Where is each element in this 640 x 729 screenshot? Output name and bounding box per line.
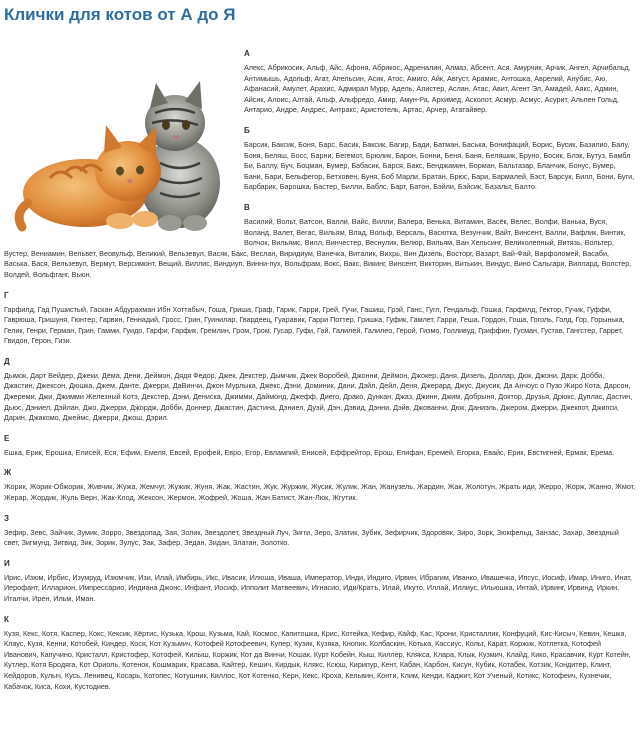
section-letter: Е	[4, 433, 10, 443]
section-g	[4, 291, 636, 347]
section-names: Ешка, Ерик, Ерошка, Елисей, Еся, Ефим, Емеля, Евсей, Ерофей, Евро, Егор, Евлампий, Енисей, Еффрейтор, Ерош, Епифан, Еремей, Егорка, Евайс, Ерик, Евстигней, Ермак, Ерема.	[4, 447, 615, 457]
section-i	[4, 559, 636, 605]
section-names: Гарфилд, Гад Пушистый, Гаскан Абдурахман Ибн Хоттабыч, Гоша, Гриша, Граф, Гарик, Гарри, Грей, Гучи, Гашиш, Грэй, Ганс, Гугл, Гендальф, Гошка, Гарфилд, Гектор, Гучик, Гуффи, Гаврюша, Гришуня, Гюнтер, Гарвин, Геннадий, Гросс, Грин, Гуинилар, Гвардеец, Гуаравик, Гарри Поттер, Гришка, Гуфик, Гамлет, Гарри, Геша, Гордон, Гоша, Гоголь, Голд, Гор, Горынька, Гелик, Генри, Герман, Грин, Гамми, Гуидо, Гарфи, Гарфик, Гремлин, Гром, Гром, Гусар, Гуфи, Гай, Галилей, Галилео, Герой, Гизмо, Голливуд, Гриффин, Гусман, Густав, Гангстер, Гаррет, Гвидон, Герон, Гизи.	[4, 304, 625, 346]
section-z	[4, 514, 636, 549]
section-letter: А	[244, 49, 250, 58]
section-letter: И	[4, 558, 10, 568]
section-k	[4, 615, 636, 693]
section-letter: Д	[4, 356, 10, 366]
section-names: Кузя, Кекс, Котя, Каспер, Кокс, Кексик, Кёртис, Кузька, Крош, Кузьма, Кай, Космос, Капитошка, Крис, Котейка, Кефир, Кайф, Кас, Крони, Кристаллик, Конфуций, Кис-Кисыч, Кевин, Кешка, Клаус, Кузя, Кенни, Котобей, Киндер, Кося, Кот Кузьмич, Котофей Котофеевич, Купер, Кузик, Кузяка, Кнопик, Колбаскин, Котька, Кассиус, Кольт, Карат, Коржик, Котлетка, Котофей Иванович, Капучино, Кристалл, Кристофер, Котофей, Килыш, Коржик, Кот да Винчи, Кошак, Курт Кобейн, Кыш, Киллер, Клякса, Клара, Клык, Кузмич, Клайд, Кико, Красавчик, Курт Котейн, Кутлер, Котя Бродяга, Кот Ориоль, Котенок, Кошмарик, Красава, Кайтер, Кешич, Кирдык, Клякс, Ксюш, Кирипур, Кент, Кабан, Карбон, Кисун, Кубик, Котабек, Котзик, Кондитер, Клинт, Кейдоров, Кулыч, Кусь, Ленивец, Косарь, Котопес, Котушник, Киллос, Кот Котенко, Керн, Кекс, Кроха, Кельвин, Конти, Клим, Кенди, Каджит, Кот Ученый, Котикс, Котофеич, Кузнечик, Кабачок, Киса, Кохи, Кустодиев.	[4, 628, 631, 691]
section-names: Дымок, Дарт Вейдер, Джеки, Дёма, Дени, Деймон, Дядя Федор, Джек, Декстер, Дымчик, Джек Воробей, Джонни, Деймон, Джокер, Даня, Дизель, Доллар, Дюк, Джони, Дарк, Добби, Джастин, Джексон, Дюшка, Джем, Данте, Джерри, ДаВинчи, Джон Мурлыка, Джекс, Дэни, Доминик, Дани, Дэйл, Дейл, Деня, Джерард, Джус, Джусик, Да Анчоус о Пузо Жиро Кота, Дарсон, Джереми, Джи, Джимми Железный Котэ, Декстер, Дэни, Дениска, Джимми, Даймонд, Джефф, Диего, Драко, Дункан, Джаз, Джинн, Джим, Добрыня, Доктор, Друзья, Дрюкс, Дуплас, Дастин, Дьюс, Дэниел, Дэйлан, Джо, Джерри, Джордж, Добби, Доннер, Джастин, Дастина, Дэниел, Дуэй, Дэн, Дэвид, Дэнни, Дэйв, Джованни, Дюк, Даниэль, Джером, Джерри, Джекпот, Джипси, Дарин, Джакомо, Джеймс, Джерри, Джош, Дэрил.	[4, 370, 633, 423]
section-names: Василий, Вольт, Ватсон, Валли, Вайс, Вилли, Валера, Венька, Витамин, Васёк, Велес, Волфи, Ванька, Вуся, Воланд, Валет, Вегас, Вильям, Влад, Вольф, Версаль, Васютка, Везунчик, Вайт, Винсент, Валли, Вафлик, Винтик, Волчок, Вильямс, Вилл, Винчестер, Веснулик, Велюр, Вильям, Ван Хельсинг, Великолепный, Витязь, Вольтер, Вустер, Вениамин, Вельвет, Веовульф, Великий, Вельзевул, Васяк, Бакс, Веслан, Виридиум, Ванечка, Виталик, Вихрь, Вин Дизель, Восторг, Вазарт, Вай-Фай, Варфоломей, Васаби, Васька, Вася, Вельзевул, Вермут, Версимонт, Вещий, Виллис, Виндиуп, Винни-пух, Вольфрам, Вокс, Вакс, Викинг, Винсент, Викторин, Витькин, Виндус, Вино Сальгари, Виллард, Волстер, Волдей, Вольфганг, Вьюн.	[4, 216, 632, 279]
cat-photo	[10, 53, 236, 238]
orange-kitten	[19, 125, 161, 229]
section-e	[4, 434, 636, 459]
section-zh	[4, 468, 636, 503]
section-letter: В	[244, 202, 250, 212]
section-names: Барсик, Баксик, Боня, Барс, Басик, Баксик, Багир, Бади, Батман, Баська, Бонифаций, Борис, Бусик, Базилио, Балу, Боня, Беляш, Босс, Барни, Бегемот, Брюлик, Барон, Бонни, Беня, Баня, Беляшик, Бруно, Босик, Блэк, Бутуз, Бамбл Би, Баллу, Буч, Боцман, Бумер, Бабасик, Барся, Бакс, Бенджамин, Борман, Бальтазар, Бланчик, Бонус, Бумер, Бани, Бари, Бельфегор, Бетховен, Буня, Боб Марли, Братан, Брюс, Бари, Бармалей, Бэст, Барсук, Билл, Бони, Буги, Барбарик, Барошка, Бастер, Билли, Баблс, Барт, Батон, Бэйли, Бэйсик, Базальт, Балто.	[244, 139, 635, 192]
section-letter: К	[4, 614, 9, 624]
section-letter: Б	[244, 125, 250, 135]
section-names: Зефир, Зевс, Зайчик, Зумик, Зорро, Звездопад, Зая, Золик, Звездолет, Звездный Луч, Зигги, Зеро, Златик, Зубик, Зефирчик, Здоровяк, Зиро, Зорк, Зюкфельд, Занзас, Захар, Звездный свет, Зигмунд, Зигвид, Зик, Зорик, Зулус, Зак, Зафер, Зедан, Зидан, Златан, Золотко.	[4, 527, 619, 548]
page-title: Клички для котов от А до Я	[4, 5, 236, 24]
section-names: Алекс, Абрикосик, Альф, Айс, Афоня, Абрикос, Адреналин, Алмаз, Абсент, Ася, Амурчик, Арчик, Ангел, Арчибальд, Антимышь, Адольф, Агат, Апельсин, Асик, Атос, Амиго, Айк, Август, Арамис, Антошка, Аврелий, Анубис, Аю, Афанасий, Амулет, Арахис, Адмирал Мурр, Адель, Алистер, Аслан, Атас, Авит, Агент Эл, Амадей, Аякс, Админ, Айсик, Алоис, Алтай, Альф, Альфредо, Амир, Амун-Ра, Архимед, Асколот, Асмур, Асмус, Асурит, Альпен Гольд, Антарио, Андре, Андрес, Антракс, Аристотель, Артас, Арчер, Ататайвер.	[244, 63, 631, 115]
article-content	[0, 49, 640, 692]
section-d	[4, 357, 636, 424]
section-letter: Ж	[4, 468, 12, 478]
section-names: Жорик, Жорик-Обжорик, Живчик, Жужа, Жемчуг, Жужик, Жуня, Жак, Жастин, Жук, Журжик, Жусик, Жулик, Жан, Жанузель, Жардин, Жак, Жолотун, Жрать иди, Жерро, Жорж, Жанно, Жмот, Жерар, Жордик, Жуль Верн, Жак-Клод, Жексон, Жермон, Жофрей, Жоша, Жан Батист, Жан-Люк, Жгутик.	[4, 482, 636, 503]
section-letter: З	[4, 513, 10, 523]
section-names: Ирис, Изюм, Ирбис, Изумруд, Изюмчик, Изи, Илай, Имбирь, Икс, Ивасик, Илюша, Иваша, Император, Инди, Индиго, Ирвин, Ибрагим, Иванко, Ивашечка, Ипсус, Иосиф, Имар, Иниго, Инат, Иерофант, Илларион, Импрессарио, Индиана Джонс, Инфант, Иосиф, Ипполит Матвеевич, Игнасио, Иди/Кратъ, Илай, Икуто, Иллай, Иллиус, Ильюшка, Интай, Ирвинг, Ирвинд, Иркин, Италчи, Ирен, Ильм, Иман.	[4, 572, 632, 603]
section-letter: Г	[4, 290, 9, 300]
